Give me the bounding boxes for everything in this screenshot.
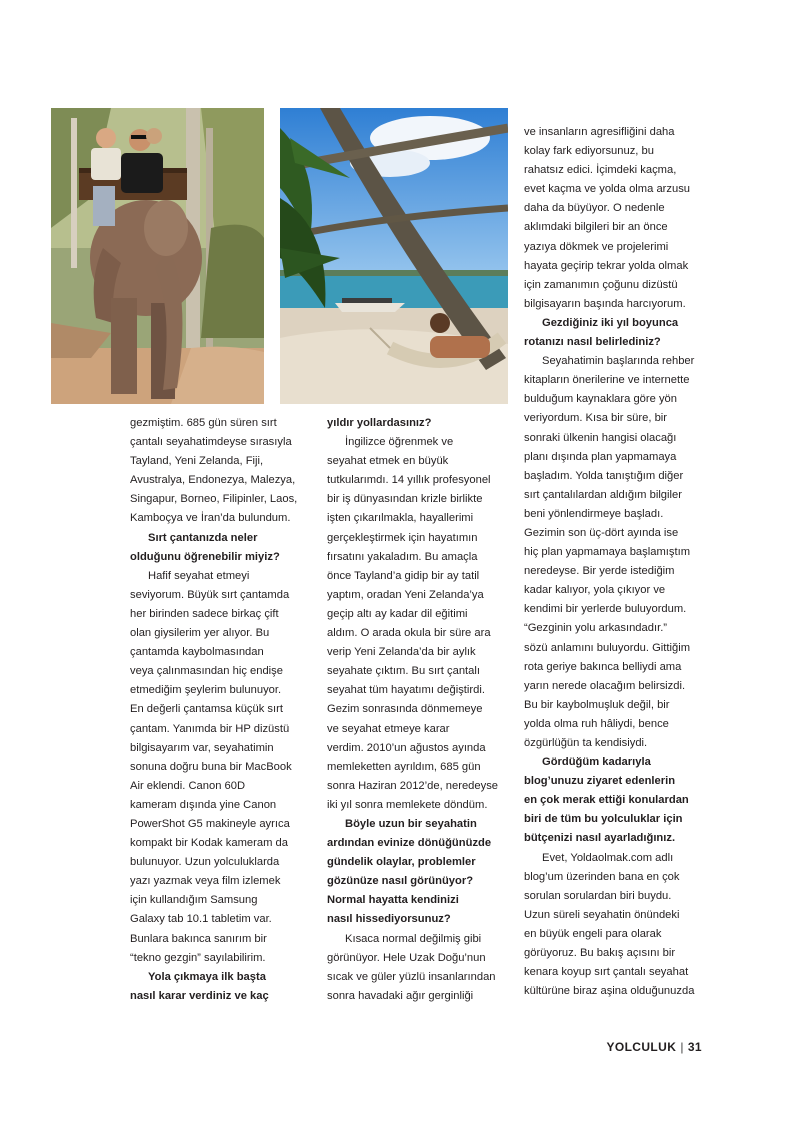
body-text-line: çantam. Yanımda bir HP dizüstü	[130, 722, 290, 735]
body-text-line: veya çalınmasından hiç endişe	[130, 665, 283, 678]
body-text-line: memleketten ayrıldım, 685 gün	[327, 760, 481, 773]
body-text-line: Uzun süreli seyahatin önündeki	[524, 908, 680, 921]
body-text-line: kültürüne biraz aşina olduğunuzda	[524, 985, 695, 998]
body-text-line: Gezim sonrasında dönmemeye	[327, 703, 483, 716]
body-text-line: kendimi bir yerlerde buluyordum.	[524, 603, 687, 616]
text-column-1	[130, 414, 315, 1006]
body-text-line: seyahate çıktım. Bu sırt çantalı	[327, 665, 480, 678]
body-text-line: sonuna doğru buna bir MacBook	[130, 760, 292, 773]
body-text-line: çantalı seyahatimdeyse sırasıyla	[130, 436, 292, 449]
body-text-line: Kamboçya ve İran’da bulundum.	[130, 512, 291, 525]
body-text-line: veriyordum. Kısa bir süre, bir	[524, 412, 667, 425]
body-text-line: iki yıl sonra memlekete döndüm.	[327, 798, 488, 811]
body-text-line: sıcak ve güler yüzlü insanlarından	[327, 970, 496, 983]
body-text-line: verip Yeni Zelanda’da bir aylık	[327, 646, 476, 659]
body-text-line: Bunlara bakınca sanırım bir	[130, 932, 267, 945]
body-text-line: görünüyor. Hele Uzak Doğu’nun	[327, 951, 486, 964]
interview-question-line: nasıl hissediyorsunuz?	[327, 913, 451, 926]
body-text-line: neredeyse. Bir yerde istediğim	[524, 565, 675, 578]
body-text-line: “tekno gezgin” sayılabilirim.	[130, 951, 266, 964]
body-text-line: rota geriye bakınca belliydi ama	[524, 660, 682, 673]
footer-separator: |	[680, 1040, 684, 1054]
body-text-line: Avustralya, Endonezya, Malezya,	[130, 474, 296, 487]
body-text-line: daha da büyüyor. O nedenle	[524, 202, 665, 215]
body-text-line: görüyoruz. Bu bakış açısını bir	[524, 947, 676, 960]
body-text-line: bilgisayarım var, seyahatimin	[130, 741, 274, 754]
body-text-line: planı dışında plan yapmamaya	[524, 450, 677, 463]
body-text-line: sırt çantalılardan aldığım bilgiler	[524, 488, 682, 501]
interview-question-line: gündelik olaylar, problemler	[327, 856, 476, 869]
body-text-line: Air eklendi. Canon 60D	[130, 779, 246, 792]
body-text-line: gezmiştim. 685 gün süren sırt	[130, 417, 277, 429]
body-text-line: sonra havadaki ağır gerginliği	[327, 989, 474, 1002]
body-text-line: aldım. O arada okula bir süre ara	[327, 627, 491, 640]
body-text-line: En değerli çantamsa küçük sırt	[130, 703, 283, 716]
body-text-line: yazı yazmak veya film izlemek	[130, 875, 281, 888]
body-text-line: için zamanımın çoğunu dizüstü	[524, 278, 678, 291]
body-text-line: PowerShot G5 makineyle ayrıca	[130, 817, 290, 830]
interview-question-line: en çok merak ettiği konulardan	[524, 794, 689, 807]
body-text-line: en büyük engeli para olarak	[524, 927, 662, 940]
interview-question-line: yıldır yollardasınız?	[327, 417, 432, 429]
body-text-line: için kullandığım Samsung	[130, 894, 258, 907]
interview-question-line: olduğunu öğrenebilir miyiz?	[130, 550, 280, 563]
body-text-line: bulduğum kaynaklara göre yön	[524, 393, 677, 406]
body-text-line: Seyahatimin başlarında rehber	[542, 355, 695, 368]
text-column-3	[524, 123, 709, 1001]
body-text-line: yaptım, oradan Yeni Zelanda’ya	[327, 588, 484, 601]
body-text-line: kameram dışında yine Canon	[130, 798, 277, 811]
body-text-line: yazıya dökmek ve projelerimi	[524, 240, 669, 253]
body-text-line: sorulan sorulardan biri buydu.	[524, 889, 672, 902]
body-text-line: Tayland, Yeni Zelanda, Fiji,	[130, 455, 264, 468]
body-text-line: Kısaca normal değilmiş gibi	[345, 932, 482, 945]
body-text-line: Gezimin son üç-dört ayında ise	[524, 526, 679, 539]
interview-question-line: blog’unuzu ziyaret edenlerin	[524, 775, 676, 788]
body-text-line: “Gezginin yolu arkasındadır.”	[524, 622, 668, 635]
body-text-line: önce Tayland’a gidip bir ay tatil	[327, 569, 480, 582]
body-text-line: kitapların önerilerine ve internette	[524, 374, 690, 387]
interview-question-line: Normal hayatta kendinizi	[327, 894, 459, 907]
body-text-line: beni yönlendirmeye başladı.	[524, 507, 664, 520]
body-text-line: ve seyahat etmeye karar	[327, 722, 450, 735]
body-text-line: özgürlüğün ta kendisiydi.	[524, 737, 648, 749]
body-text-line: verdim. 2010’un ağustos ayında	[327, 741, 486, 754]
text-column-2	[327, 414, 512, 1006]
elephant-ride-photo	[51, 108, 264, 404]
body-text-line: blog’um üzerinden bana en çok	[524, 870, 680, 883]
body-text-line: gerçekleştirmek için hayatımın	[327, 531, 478, 544]
body-text-line: sözü anlamını buluyordu. Gittiğim	[524, 641, 691, 654]
body-text-line: yolda olma ruh hâliydi, bence	[524, 717, 669, 730]
body-text-line: hiç plan yapmamaya başlamıştım	[524, 546, 691, 559]
body-text-line: geçip altı ay kadar dil eğitimi	[327, 607, 468, 620]
body-text-line: Galaxy tab 10.1 tabletim var.	[130, 913, 272, 926]
body-text-line: fırsatını yakaladım. Bu amaçla	[327, 550, 478, 563]
body-text-line: Singapur, Borneo, Filipinler, Laos,	[130, 493, 298, 506]
body-text-line: bir iş dünyasından krizle birlikte	[327, 493, 483, 506]
interview-question-line: ardından evinize dönüğünüzde	[327, 837, 492, 850]
body-text-line: başladım. Yolda tanıştığım diğer	[524, 469, 684, 482]
body-text-line: sonra Haziran 2012’de, neredeyse	[327, 779, 499, 792]
body-text-line: yarın nerede olacağım belirsizdi.	[524, 679, 686, 692]
body-text-line: çantamda kaybolmasından	[130, 646, 264, 659]
body-text-line: kompakt bir Kodak kameram da	[130, 837, 288, 850]
page-footer	[606, 1040, 702, 1054]
body-text-line: her birinden sadece birkaç çift	[130, 607, 279, 620]
interview-question-line: gözünüze nasıl görünüyor?	[327, 875, 474, 888]
body-text-line: evet kaçma ve yolda olma arzusu	[524, 183, 691, 196]
beach-hammock-photo	[280, 108, 508, 404]
body-text-line: seyahat etmek en büyük	[327, 455, 449, 468]
interview-question-line: bütçenizi nasıl ayarladığınız.	[524, 832, 676, 845]
body-text-line: tutkularımdı. 14 yıllık profesyonel	[327, 474, 491, 487]
interview-question-line: Yola çıkmaya ilk başta	[148, 970, 266, 983]
interview-question-line: biri de tüm bu yolculuklar için	[524, 813, 683, 826]
page-number: 31	[687, 1040, 702, 1054]
interview-question-line: rotanızı nasıl belirlediniz?	[524, 336, 661, 349]
body-text-line: bulunuyor. Uzun yolculuklarda	[130, 856, 280, 869]
interview-question-line: Gördüğüm kadarıyla	[542, 756, 651, 769]
body-text-line: işten çıkarılmakla, hayallerimi	[327, 512, 474, 525]
body-text-line: İngilizce öğrenmek ve	[345, 436, 454, 449]
body-text-line: olan giysilerim yer alıyor. Bu	[130, 627, 270, 640]
section-name: YOLCULUK	[606, 1040, 677, 1054]
body-text-line: sonraki ülkenin hangisi olacağı	[524, 431, 677, 444]
body-text-line: ve insanların agresifliğini daha	[524, 126, 675, 138]
body-text-line: kenara koyup sırt çantalı seyahat	[524, 966, 689, 979]
body-text-line: Bu bir kaybolmuşluk değil, bir	[524, 698, 670, 711]
interview-question-line: nasıl karar verdiniz ve kaç	[130, 989, 269, 1002]
body-text-line: kolay fark ediyorsunuz, bu	[524, 145, 654, 158]
body-text-line: rahatsız edici. İçimdeki kaçma,	[524, 164, 677, 177]
body-text-line: kadar kalıyor, yola çıkıyor ve	[524, 584, 666, 597]
interview-question-line: Sırt çantanızda neler	[148, 531, 258, 544]
interview-question-line: Gezdiğiniz iki yıl boyunca	[542, 316, 679, 329]
body-text-line: hayata geçirip tekrar yolda olmak	[524, 259, 689, 272]
body-text-line: seyahat tüm hayatımı değiştirdi.	[327, 684, 485, 697]
body-text-line: Evet, Yoldaolmak.com adlı	[542, 851, 674, 864]
body-text-line: Hafif seyahat etmeyi	[148, 569, 250, 582]
body-text-line: seviyorum. Büyük sırt çantamda	[130, 588, 290, 601]
body-text-line: bilgisayarın başında harcıyorum.	[524, 297, 686, 310]
body-text-line: etmediğim şeylerim bulunuyor.	[130, 684, 282, 697]
body-text-line: aklımdaki bilgileri bir an önce	[524, 221, 668, 234]
interview-question-line: Böyle uzun bir seyahatin	[345, 817, 477, 830]
